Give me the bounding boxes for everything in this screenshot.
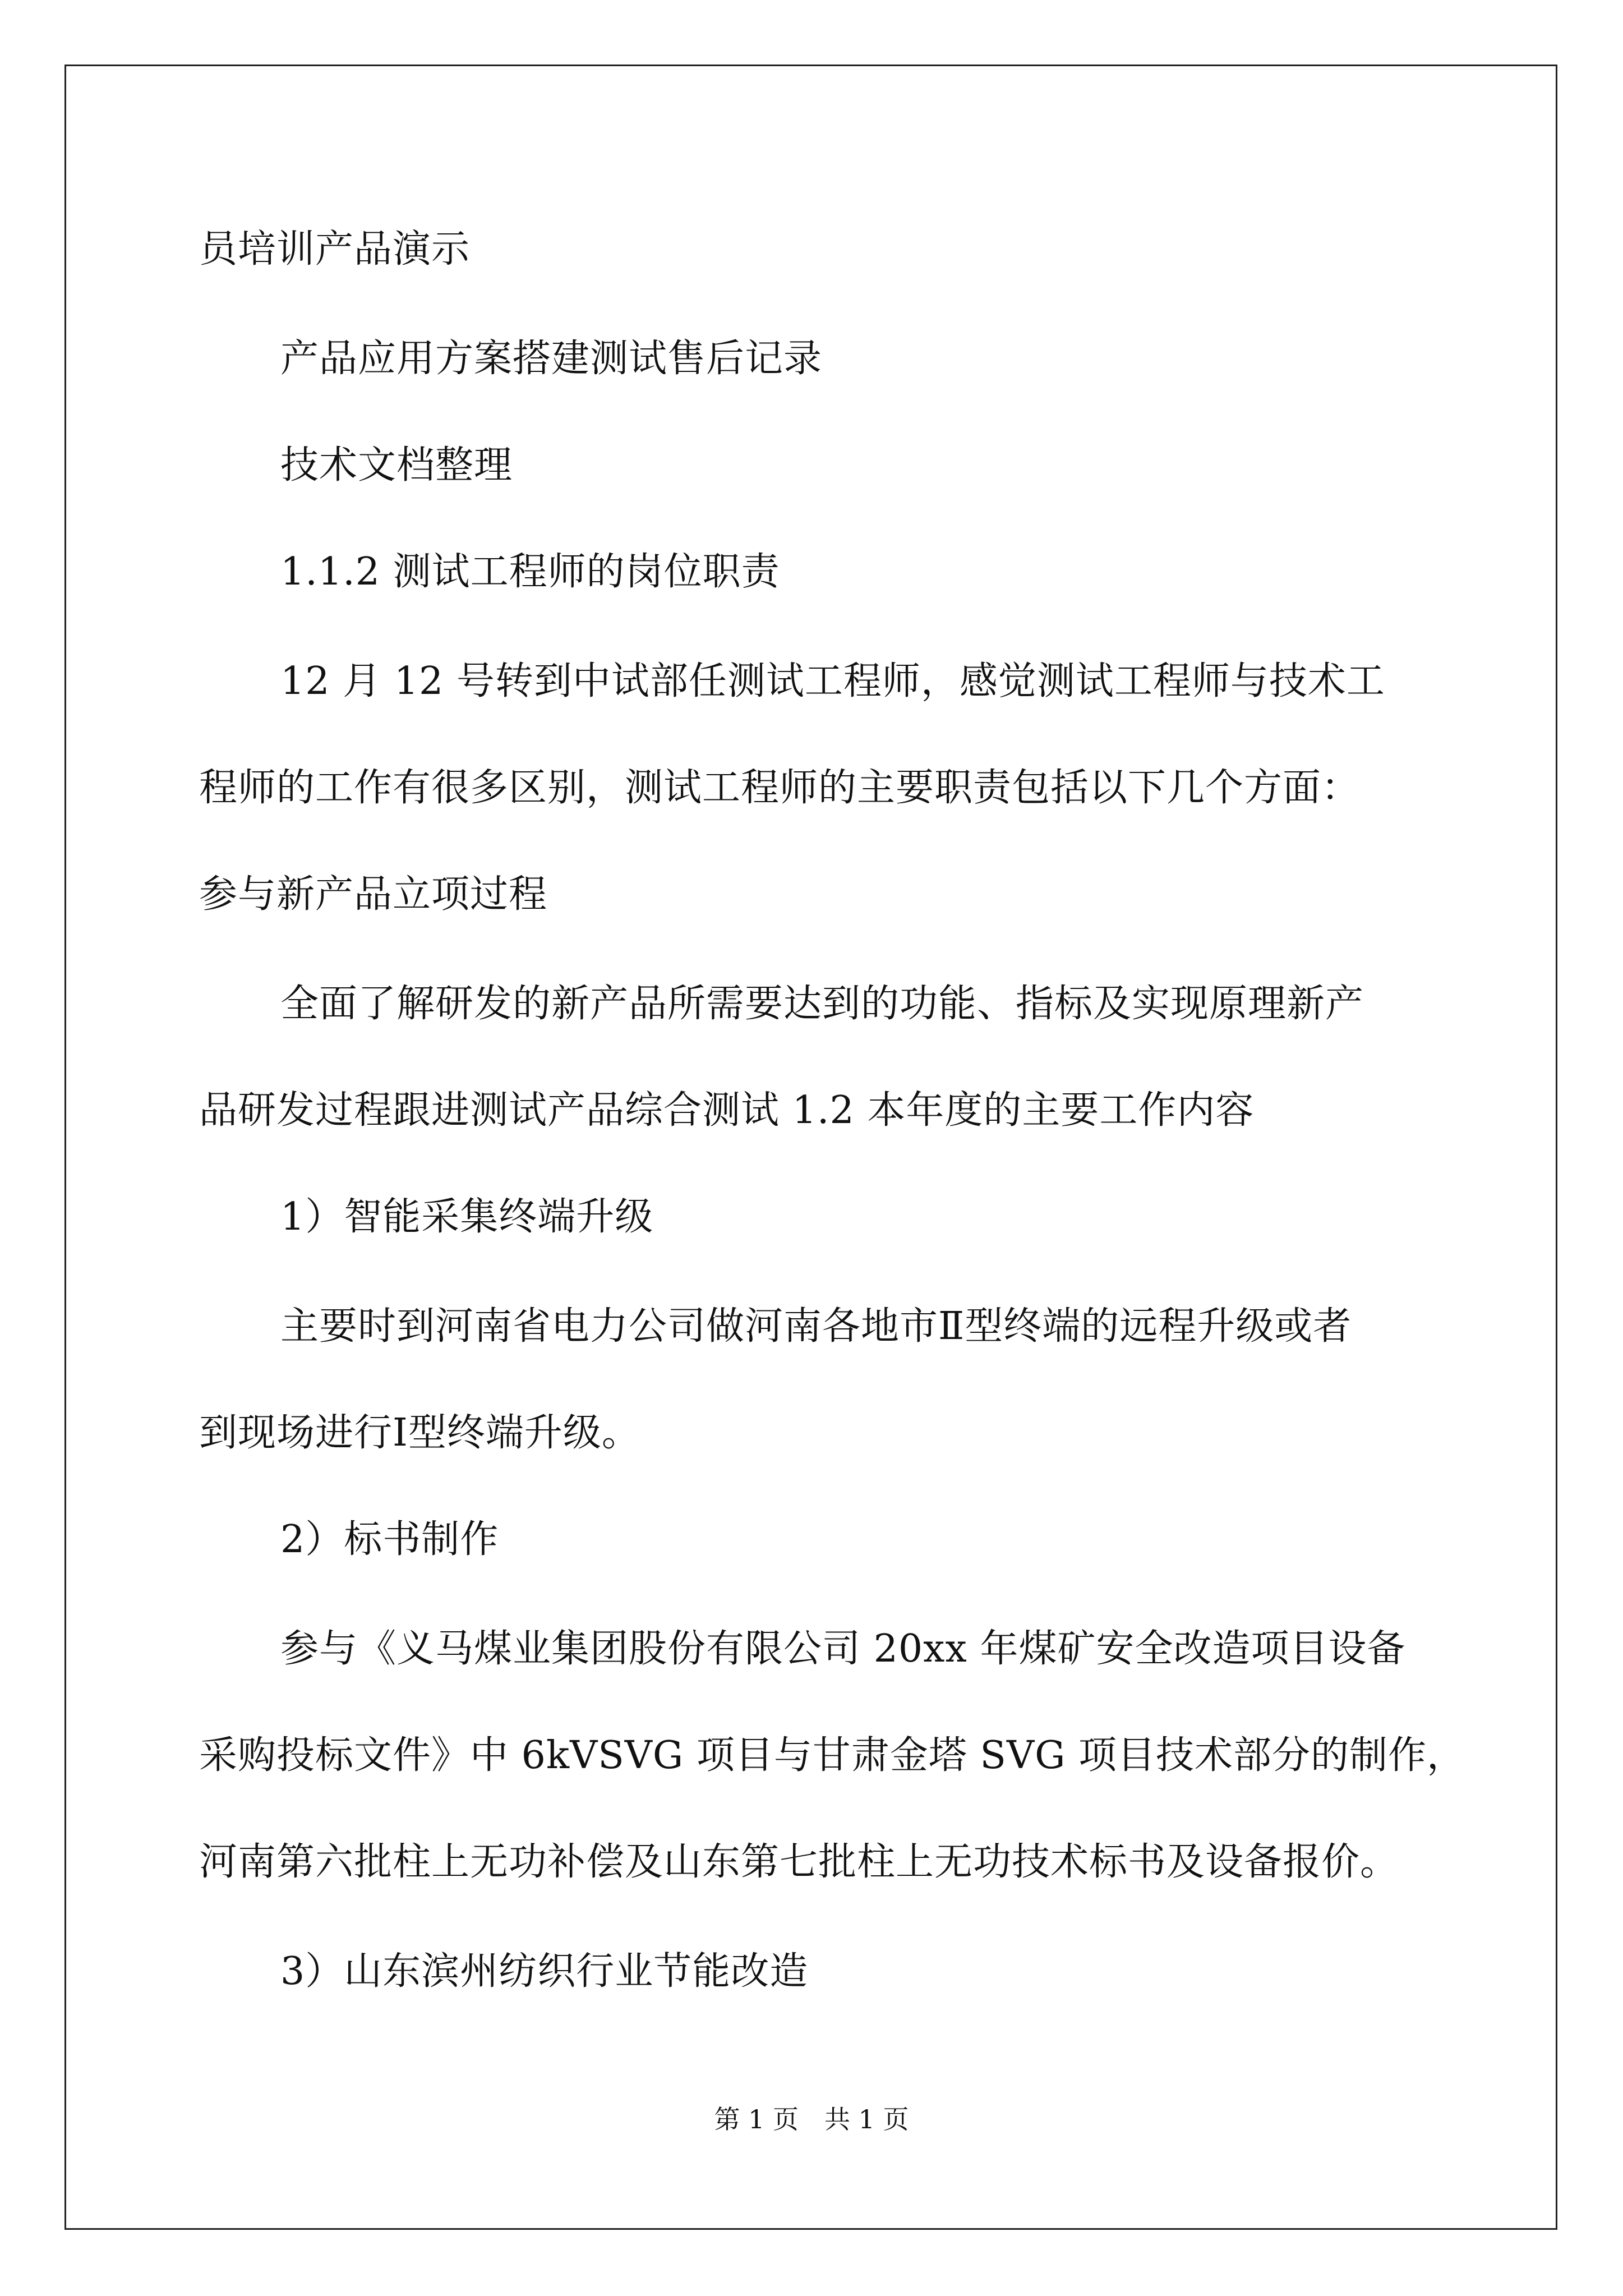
text-line: 主要时到河南省电力公司做河南各地市Ⅱ型终端的远程升级或者 bbox=[280, 1304, 1352, 1349]
text-line: 员培训产品演示 bbox=[199, 227, 471, 272]
section-heading: 1.1.2 测试工程师的岗位职责 bbox=[280, 550, 780, 594]
text-line: 采购投标文件》中 6kVSVG 项目与甘肃金塔 SVG 项目技术部分的制作， bbox=[199, 1733, 1466, 1778]
page-total: 共 1 页 bbox=[824, 2104, 909, 2134]
text-line: 河南第六批柱上无功补偿及山东第七批柱上无功技术标书及设备报价。 bbox=[199, 1840, 1399, 1884]
text-line: 技术文档整理 bbox=[280, 443, 513, 487]
text-line: 全面了解研发的新产品所需要达到的功能、指标及实现原理新产 bbox=[280, 982, 1364, 1026]
text-line: 12 月 12 号转到中试部任测试工程师，感觉测试工程师与技术工 bbox=[280, 659, 1385, 703]
text-line: 参与新产品立项过程 bbox=[199, 872, 548, 917]
text-line: 产品应用方案搭建测试售后记录 bbox=[280, 337, 823, 381]
page-number: 第 1 页 bbox=[714, 2104, 799, 2134]
page-footer bbox=[0, 2102, 1623, 2136]
list-item-heading: 2）标书制作 bbox=[280, 1517, 499, 1562]
list-item-heading: 1）智能采集终端升级 bbox=[280, 1195, 654, 1239]
text-line: 参与《义马煤业集团股份有限公司 20xx 年煤矿安全改造项目设备 bbox=[280, 1627, 1406, 1671]
text-line: 程师的工作有很多区别，测试工程师的主要职责包括以下几个方面： bbox=[199, 766, 1361, 810]
page-border bbox=[64, 65, 1557, 2230]
list-item-heading: 3）山东滨州纺织行业节能改造 bbox=[280, 1949, 809, 1994]
text-line: 到现场进行Ⅰ型终端升级。 bbox=[199, 1411, 640, 1455]
text-line: 品研发过程跟进测试产品综合测试 1.2 本年度的主要工作内容 bbox=[199, 1088, 1255, 1133]
